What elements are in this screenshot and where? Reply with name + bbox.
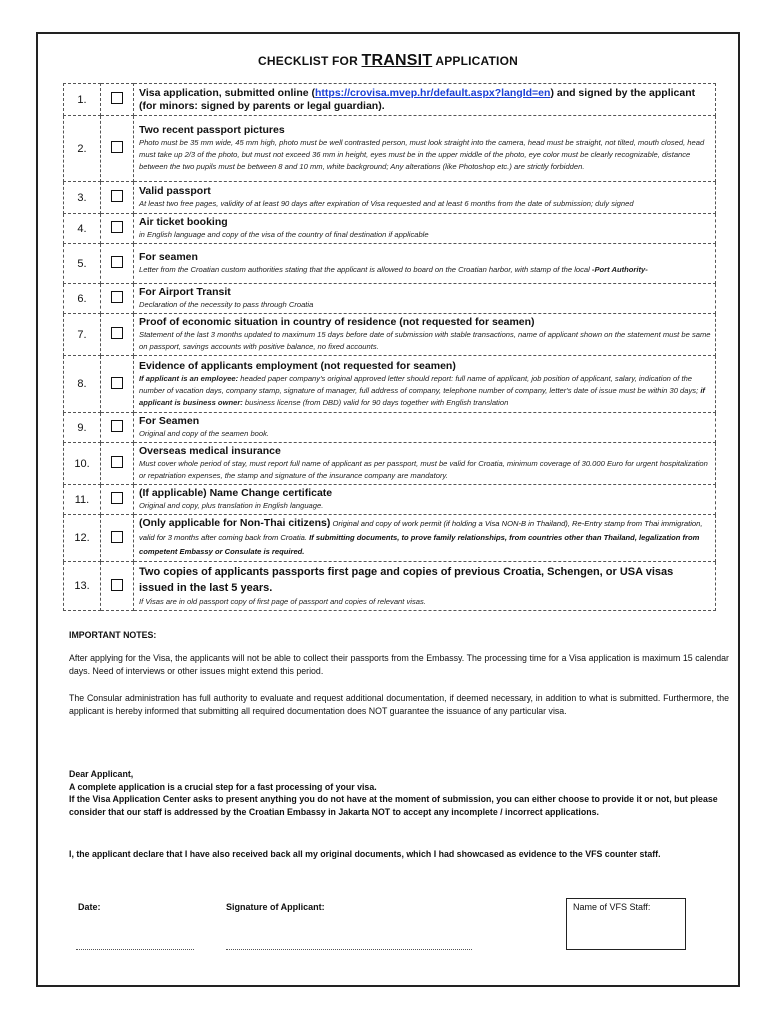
notes-paragraph: After applying for the Visa, the applicants will not be able to collect their passports from the Embassy. The processing time for a Visa application is maximum 15 calendar days. Need of interviews or other issues might extend this period. xyxy=(69,653,729,676)
checklist-row: 8. Evidence of applicants employment (not requested for seamen) If applicant is an employee: headed paper company's original approved letter should report: full name of applicant, job position of applicant, salary, indication of the number of vacation days, company stamp, signature of manager, full address of company, telephone number of company, letter's date of issue must be within 30 days; if applicant is business owner: business license (from DBD) valid for 90 days together with English translation xyxy=(64,356,716,413)
document-frame xyxy=(36,32,740,987)
item-number: 12. xyxy=(64,515,101,562)
checklist-row: 10. Overseas medical insurance Must cover whole period of stay, must report full name of applicant as per passport, must be valid for Croatia, minimum coverage of 30.000 Euro for urgent hospitalization or repatriation expenses, the stamp and signature of the insurance company are mandatory. xyxy=(64,443,716,485)
item-number: 3. xyxy=(64,182,101,214)
item-number: 7. xyxy=(64,314,101,356)
checkbox[interactable] xyxy=(111,579,123,591)
item-number: 13. xyxy=(64,562,101,611)
checkbox[interactable] xyxy=(111,190,123,202)
checklist-row: 1. Visa application, submitted online (https://crovisa.mvep.hr/default.aspx?langId=en) and signed by the applicant (for minors: signed by parents or legal guardian). xyxy=(64,84,716,116)
checklist-row: 5. For seamen Letter from the Croatian custom authorities stating that the applicant is allowed to board on the Croatian harbor, with stamp of the local -Port Authority- xyxy=(64,244,716,284)
item-number: 9. xyxy=(64,413,101,443)
checkbox[interactable] xyxy=(111,492,123,504)
checklist-row: 11. (If applicable) Name Change certificate Original and copy, plus translation in English language. xyxy=(64,485,716,515)
checkbox[interactable] xyxy=(111,256,123,268)
item-number: 2. xyxy=(64,116,101,182)
checkbox[interactable] xyxy=(111,291,123,303)
checklist-row: 13. Two copies of applicants passports first page and copies of previous Croatia, Schengen, or USA visas issued in the last 5 years. If Visas are in old passport copy of first page of passport and copies of relevant visas. xyxy=(64,562,716,611)
notes-heading: IMPORTANT NOTES: xyxy=(69,630,157,640)
crovisa-link[interactable]: https://crovisa.mvep.hr/default.aspx?langId=en xyxy=(315,86,551,99)
checklist-row: 9. For Seamen Original and copy of the seamen book. xyxy=(64,413,716,443)
checkbox[interactable] xyxy=(111,141,123,153)
checklist-row: 4. Air ticket booking in English language and copy of the visa of the country of final destination if applicable xyxy=(64,214,716,244)
notes-paragraph: The Consular administration has full authority to evaluate and request additional documentation, if deemed necessary, in addition to what is submitted. Furthermore, the applicant is hereby informed that submitting all required documentation does NOT guarantee the issuance of any particular visa. xyxy=(69,693,729,716)
date-label: Date: xyxy=(78,902,101,912)
checkbox[interactable] xyxy=(111,377,123,389)
item-number: 11. xyxy=(64,485,101,515)
item-number: 4. xyxy=(64,214,101,244)
checkbox[interactable] xyxy=(111,327,123,339)
checklist-table xyxy=(63,83,716,611)
checklist-row: 6. For Airport Transit Declaration of the necessity to pass through Croatia xyxy=(64,284,716,314)
checkbox[interactable] xyxy=(111,456,123,468)
checkbox[interactable] xyxy=(111,531,123,543)
item-number: 10. xyxy=(64,443,101,485)
checkbox[interactable] xyxy=(111,420,123,432)
declaration: I, the applicant declare that I have also received back all my original documents, which I had showcased as evidence to the VFS counter staff. xyxy=(69,849,661,859)
item-number: 1. xyxy=(64,84,101,116)
checklist-row: 7. Proof of economic situation in country of residence (not requested for seamen) Statement of the last 3 months updated to maximum 15 days before date of submission with stable transactions, name of applicant shown on the statement must be same on passport, savings accounts with positive balance, no fixed accounts. xyxy=(64,314,716,356)
signature-label: Signature of Applicant: xyxy=(226,902,325,912)
checklist-row: 3. Valid passport At least two free pages, validity of at least 90 days after expiration of Visa requested and at least 6 months from the date of submission; duly signed xyxy=(64,182,716,214)
item-number: 5. xyxy=(64,244,101,284)
signature-line[interactable] xyxy=(226,949,472,950)
vfs-staff-box[interactable]: Name of VFS Staff: xyxy=(566,898,686,950)
date-line[interactable] xyxy=(76,949,194,950)
page-title: CHECKLIST FOR TRANSIT APPLICATION xyxy=(258,52,518,69)
checkbox[interactable] xyxy=(111,221,123,233)
item-number: 8. xyxy=(64,356,101,413)
item-number: 6. xyxy=(64,284,101,314)
important-notes xyxy=(69,629,729,732)
checklist-row: 2. Two recent passport pictures Photo must be 35 mm wide, 45 mm high, photo must be well contrasted person, must look straight into the camera, head must be straight, not tilted, mouth closed, head must take up 2/3 of the photo, but must not exceed 36 mm in height, eyes must be in the upper middle of the photo, eye color must be clearly recognizable, distance between the two pupils must be between 8 and 10 mm, white background; Any alterations (like Photoshop etc.) are strictly forbidden. xyxy=(64,116,716,182)
checklist-row: 12. (Only applicable for Non-Thai citizens) Original and copy of work permit (if holding a Visa NON-B in Thailand), Re-Entry stamp from Thai immigration, valid for 3 months after coming back from Croatia. If submitting documents, to prove family relationships, from countries other than Thailand, legalization from competent Embassy or Consulate is required. xyxy=(64,515,716,562)
dear-applicant: Dear Applicant, A complete application is a crucial step for a fast processing of your visa. If the Visa Application Center asks to present anything you do not have at the moment of submission, you can either choose to provide it or not, but please consider that our staff is addressed by the Croatian Embassy in Jakarta NOT to accept any incomplete / incorrect applications. xyxy=(69,769,718,817)
checkbox[interactable] xyxy=(111,92,123,104)
